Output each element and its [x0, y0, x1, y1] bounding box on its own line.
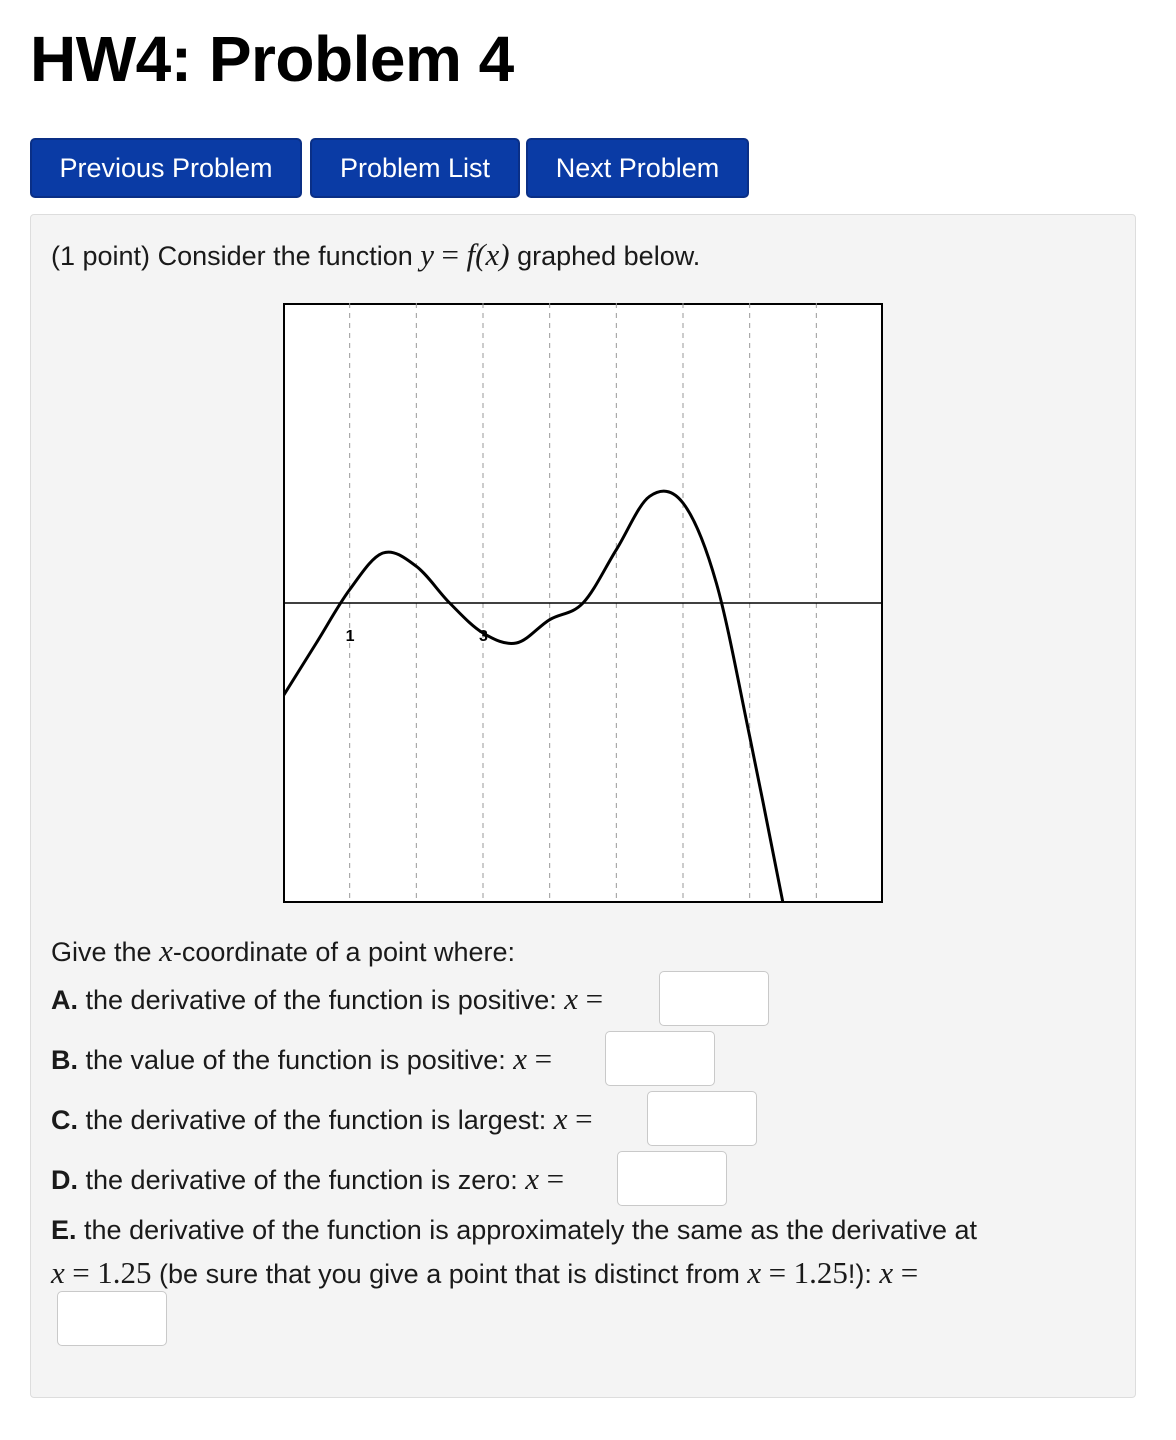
answer-c-input[interactable]	[647, 1091, 757, 1146]
question-text: the value of the function is positive:	[85, 1045, 506, 1075]
prompt-pre: Give the	[51, 937, 152, 967]
question-text: the derivative of the function is approximately the same as the derivative at	[84, 1215, 978, 1245]
question-letter: A.	[51, 985, 78, 1015]
x-variable: x	[747, 1255, 762, 1290]
equals-sign: =	[441, 237, 460, 272]
x-variable: x	[51, 1255, 65, 1290]
prompt-post: -coordinate of a point where:	[172, 937, 516, 967]
x-variable: x	[879, 1255, 894, 1290]
page-title: HW4: Problem 4	[30, 23, 514, 95]
problem-panel	[30, 214, 1136, 1398]
question-c	[51, 1101, 593, 1137]
question-letter: E.	[51, 1215, 77, 1245]
x-variable: x	[564, 981, 579, 1016]
answer-d-input[interactable]	[617, 1151, 727, 1206]
equals-sign: =	[575, 1101, 593, 1136]
x-variable: x	[525, 1161, 540, 1196]
question-letter: B.	[51, 1045, 78, 1075]
equals-sign: =	[72, 1255, 90, 1290]
prompt-line	[51, 933, 515, 969]
previous-problem-button[interactable]: Previous Problem	[30, 138, 302, 198]
equals-sign: =	[900, 1255, 919, 1290]
value-1-25: 1.25	[97, 1255, 152, 1290]
tick-label-1: 1	[345, 628, 355, 645]
question-letter: C.	[51, 1105, 78, 1135]
y-variable: y	[420, 237, 435, 272]
question-a	[51, 981, 603, 1017]
question-e-line2	[51, 1255, 918, 1291]
tick-label-3: 3	[479, 628, 488, 645]
problem-intro	[51, 237, 700, 273]
question-e	[51, 1215, 977, 1246]
points-label: (1 point)	[51, 241, 151, 271]
intro-text: Consider the function	[157, 241, 413, 271]
x-variable: x	[159, 933, 173, 968]
equals-sign: =	[534, 1041, 553, 1076]
question-text: the derivative of the function is positive:	[85, 985, 557, 1015]
problem-list-button[interactable]: Problem List	[310, 138, 520, 198]
x-variable: x	[513, 1041, 528, 1076]
question-letter: D.	[51, 1165, 78, 1195]
answer-e-input[interactable]	[57, 1291, 167, 1346]
equals-sign: =	[768, 1255, 787, 1290]
function-graph	[283, 303, 883, 903]
question-e-end: !):	[847, 1259, 872, 1289]
equals-sign: =	[585, 981, 604, 1016]
value-1-25-second: 1.25	[793, 1255, 848, 1290]
answer-b-input[interactable]	[605, 1031, 715, 1086]
next-problem-button[interactable]: Next Problem	[526, 138, 749, 198]
intro-end: graphed below.	[517, 241, 701, 271]
question-e-mid: (be sure that you give a point that is distinct from	[159, 1259, 740, 1289]
question-text: the derivative of the function is largest:	[85, 1105, 547, 1135]
f-expression: f(x)	[466, 237, 510, 272]
question-d	[51, 1161, 564, 1197]
answer-a-input[interactable]	[659, 971, 769, 1026]
question-text: the derivative of the function is zero:	[85, 1165, 518, 1195]
equals-sign: =	[546, 1161, 565, 1196]
question-b	[51, 1041, 552, 1077]
x-variable: x	[553, 1101, 568, 1136]
